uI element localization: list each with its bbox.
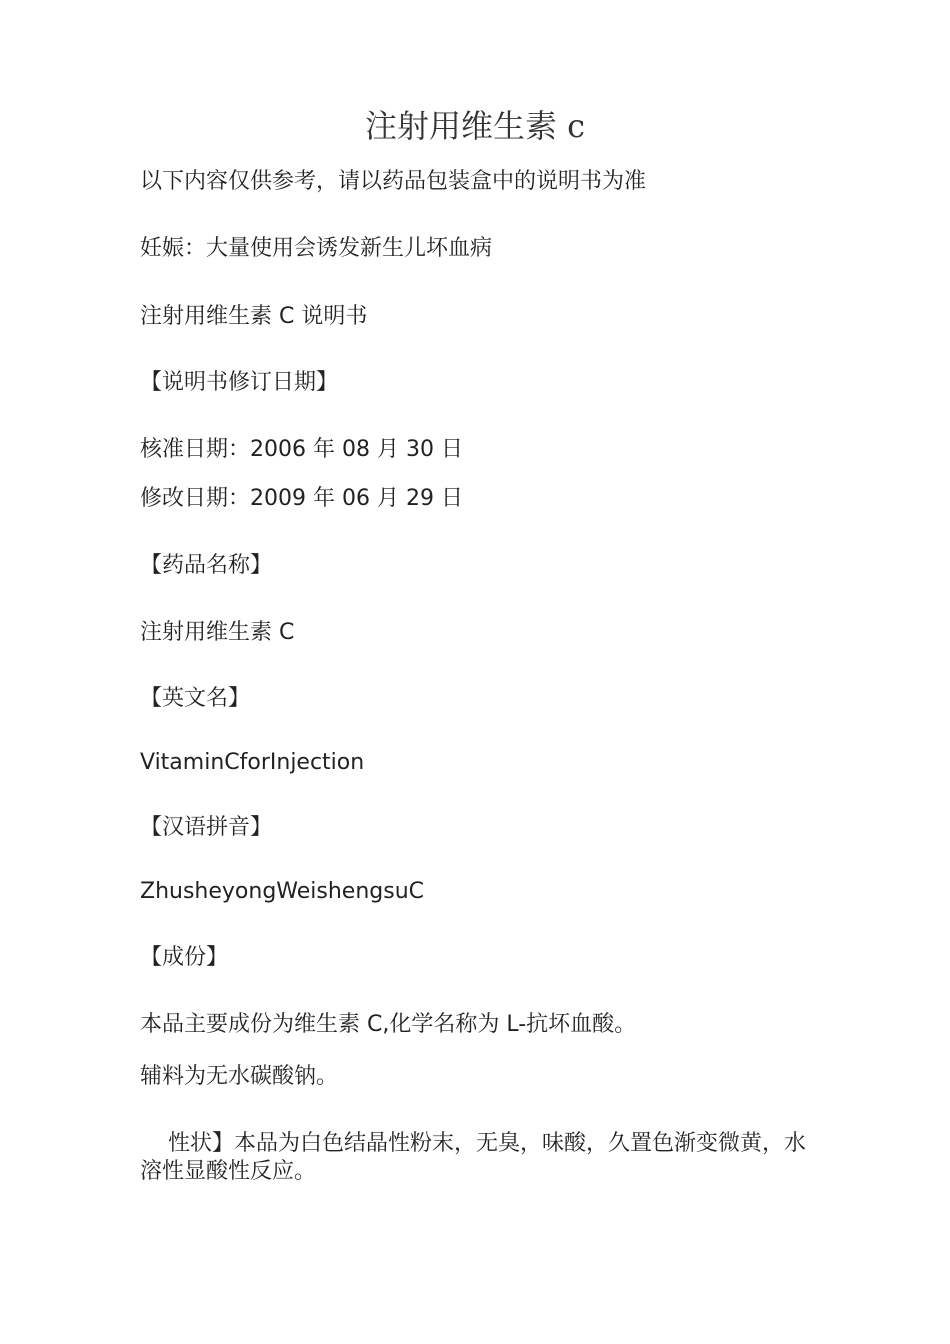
main-ingredient: 本品主要成份为维生素 C,化学名称为 L-抗坏血酸。	[140, 1012, 637, 1037]
section-english-name: 【英文名】	[140, 686, 251, 711]
excipient: 辅料为无水碳酸钠。	[140, 1064, 339, 1089]
english-name: VitaminCforInjection	[140, 750, 365, 775]
pregnancy-warning: 妊娠：大量使用会诱发新生儿坏血病	[140, 236, 493, 261]
section-ingredients: 【成份】	[140, 945, 229, 970]
approval-date: 核准日期：2006 年 08 月 30 日	[140, 437, 463, 462]
notice-text: 以下内容仅供参考，请以药品包装盒中的说明书为准	[140, 169, 647, 194]
description-paragraph: 性状】本品为白色结晶性粉末，无臭，味酸，久置色渐变微黄，水溶性显酸性反应。	[140, 1131, 807, 1184]
modification-date: 修改日期：2009 年 06 月 29 日	[140, 486, 463, 511]
section-drug-name: 【药品名称】	[140, 553, 273, 578]
instructions-heading: 注射用维生素 C 说明书	[140, 304, 368, 329]
document-title: 注射用维生素 c	[364, 107, 586, 145]
section-revision-date: 【说明书修订日期】	[140, 370, 339, 395]
drug-name: 注射用维生素 C	[140, 620, 295, 645]
section-pinyin: 【汉语拼音】	[140, 815, 273, 840]
pinyin-name: ZhusheyongWeishengsuC	[140, 879, 425, 904]
